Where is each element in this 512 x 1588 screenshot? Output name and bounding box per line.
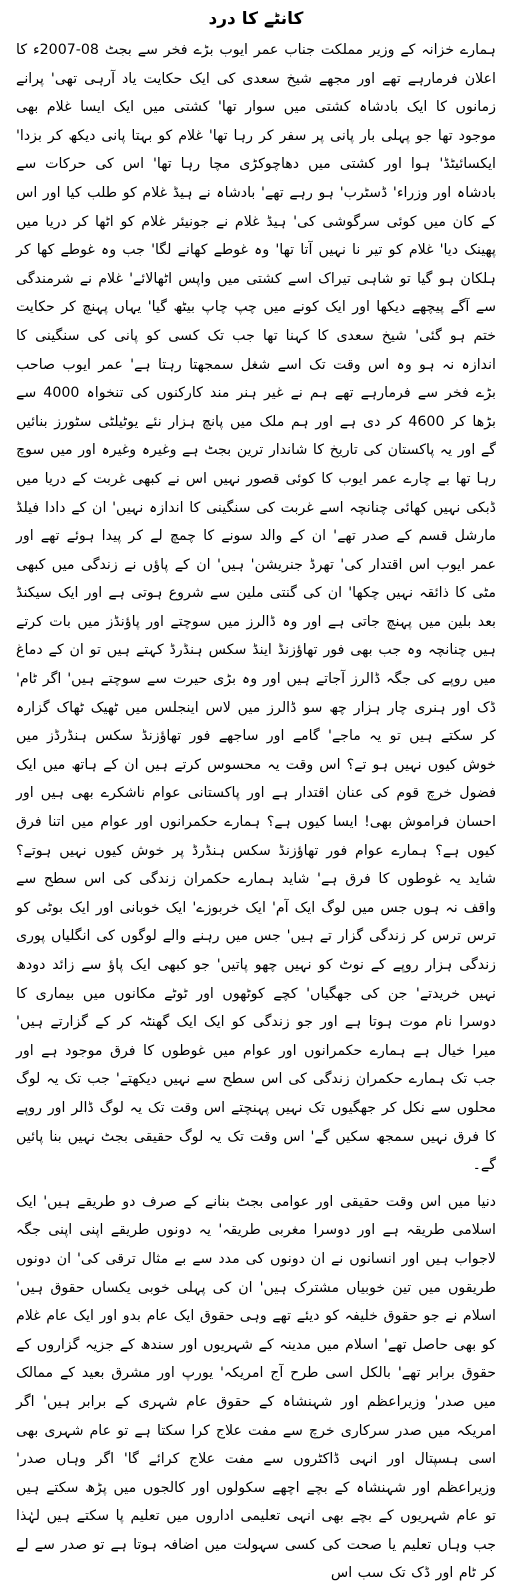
paragraph-1: ہمارے خزانہ کے وزیر مملکت جناب عمر ایوب بڑے فخر سے بجٹ 08-2007ء کا اعلان فرمارہے تھے اور مجھے شیخ سعدی کی ایک حکایت یاد آرہی تھی' پرانے زمانوں کا ایک بادشاہ کشتی میں سوار تھا' کشتی میں ایک ایسا غلام بھی موجود تھا جو پہلی بار پانی پر سفر کر رہا تھا' غلام کو بہتا پانی دیکھ کر بزدا' ایکسائیٹڈ' ہوا اور کشتی میں دھاچوکڑی مچا رہا تھا' اس کی حرکات سے بادشاہ اور وزراء' ڈسٹرب' ہو رہے تھے' بادشاہ نے ہیڈ غلام کو طلب کیا اور اس کے کان میں کوئی سرگوشی کی' ہیڈ غلام نے جونیئر غلام کو اٹھا کر دریا میں پھینک دیا' غلام کو تیر نا نہیں آتا تھا' وہ غوطے کھانے لگا' جب وہ غوطے کھا کر ہلکان ہو گیا تو شاہی تیراک اسے کشتی میں واپس اٹھالائے' غلام نے شرمندگی سے آگے پیچھے دیکھا اور ایک کونے میں چپ چاپ بیٹھ گیا' یہاں پہنچ کر حکایت ختم ہو گئی' شیخ سعدی کا کہنا تھا جب تک کسی کو پانی کی سنگینی کا اندازہ نہ ہو وہ اس وقت تک اسے شغل سمجھتا رہتا ہے' عمر ایوب صاحب بڑے فخر سے فرمارہے تھے ہم نے غیر ہنر مند کارکنوں کی تنخواہ 4000 سے بڑھا کر 4600 کر دی ہے اور ہم ملک میں پانچ ہزار نئے یوٹیلٹی سٹورز بنائیں گے اور یہ پاکستان کی تاریخ کا شاندار ترین بجٹ ہے وغیرہ وغیرہ اور میں سوچ رہا تھا بے چارے عمر ایوب کا کوئی قصور نہیں اس نے کبھی غربت کے دریا میں ڈبکی نہیں کھائی چنانچہ اسے غربت کی سنگینی کا اندازہ نہیں' ان کے دادا فیلڈ مارشل قسم کے صدر تھے' ان کے والد سونے کا چمچ لے کر پیدا ہوئے تھے اور عمر ایوب اس اقتدار کی' تھرڈ جنریشن' ہیں' ان کے پاؤں نے زندگی میں کبھی مٹی کا ذائقہ نہیں چکھا' ان کی گنتی ملین سے شروع ہوتی ہے اور ایک سیکنڈ بعد بلین میں پہنچ جاتی ہے اور وہ ڈالرز میں سوچتے اور پاؤنڈز میں بات کرتے ہیں چنانچہ وہ جب بھی فور تھاؤزنڈ اینڈ سکس ہنڈرڈ کہتے ہیں تو ان کے دماغ میں روپے کی جگہ ڈالرز آجاتے ہیں اور وہ بڑی حیرت سے سوچتے ہیں' اگر ٹام' ڈک اور ہنری چار ہزار چھ سو ڈالرز میں لاس اینجلس میں ٹھیک ٹھاک گزارہ کر سکتے ہیں تو یہ ماجے' گامے اور ساجھے فور تھاؤزنڈ سکس ہنڈرڈز میں خوش کیوں نہیں ہو تے؟ اس وقت یہ محسوس کرتے ہیں ان کے ہاتھ میں ایک فضول خرچ قوم کی عنان اقتدار ہے اور پاکستانی عوام ناشکرے بھی ہیں اور احسان فراموش بھی! ایسا کیوں ہے؟ ہمارے حکمرانوں اور عوام میں اتنا فرق کیوں ہے؟ ہمارے عوام فور تھاؤزنڈ سکس ہنڈرڈ پر خوش کیوں نہیں ہوتے؟ شاید یہ غوطوں کا فرق ہے' شاید ہمارے حکمران زندگی کی اس سطح سے واقف نہ ہوں جس میں لوگ ایک آم' ایک خربوزے' ایک خوبانی اور ایک بوٹی کو ترس ترس کر زندگی گزار تے ہیں' جس میں رہنے والے لوگوں کی انگلیاں پوری زندگی ہزار روپے کے نوٹ کو نہیں چھو پاتیں' جو کبھی ایک پاؤ سے زائد دودھ نہیں خریدتے' جن کی جھگیاں' کچے کوٹھوں اور ٹوٹے مکانوں میں بیماری کا دوسرا نام موت ہوتا ہے اور جو زندگی کو ایک ایک گھنٹہ کر کے گزارتے ہیں' میرا خیال ہے ہمارے حکمرانوں اور عوام میں غوطوں کا فرق موجود ہے اور جب تک ہمارے حکمران زندگی کی اس سطح سے نہیں دیکھتے' جب تک یہ لوگ محلوں سے نکل کر جھگیوں تک نہیں پہنچتے اس وقت تک یہ لوگ ڈالر اور روپے کا فرق نہیں سمجھ سکیں گے' اس وقت تک یہ لوگ حقیقی بجٹ نہیں بنا پائیں گے۔ <box>16 42 496 1174</box>
paragraph-2: دنیا میں اس وقت حقیقی اور عوامی بجٹ بنانے کے صرف دو طریقے ہیں' ایک اسلامی طریقہ ہے اور دوسرا مغربی طریقہ' یہ دونوں طریقے اپنی اپنی جگہ لاجواب ہیں اور انسانوں نے ان دونوں کی مدد سے بے مثال ترقی کی' ان دونوں طریقوں میں تین خوبیاں مشترک ہیں' ان کی پہلی خوبی یکساں حقوق ہیں' اسلام نے جو حقوق خلیفہ کو دیئے تھے وہی حقوق ایک عام بدو اور ایک عام غلام کو بھی حاصل تھے' اسلام میں مدینہ کے شہریوں اور سندھ کے جزیہ گزاروں کے حقوق برابر تھے' بالکل اسی طرح آج امریکہ' یورپ اور مشرق بعید کے ممالک میں صدر' وزیراعظم اور شہنشاہ کے حقوق عام شہری کے برابر ہیں' اگر امریکہ میں صدر سرکاری خرچ سے مفت علاج کرا سکتا ہے تو عام شہری بھی اسی ہسپتال اور انہی ڈاکٹروں سے مفت علاج کرائے گا' اگر وہاں صدر' وزیراعظم اور شہنشاہ کے بچے اچھے سکولوں اور کالجوں میں پڑھ سکتے ہیں تو عام شہریوں کے بچے بھی انہی تعلیمی اداروں میں تعلیم پا سکتے ہیں لہٰذا جب وہاں تعلیم یا صحت کی کسی سہولت میں اضافہ ہوتا ہے تو صدر سے لے کر ٹام اور ڈک تک سب اس <box>16 1193 496 1582</box>
column-title: کانٹے کا درد <box>208 9 304 29</box>
